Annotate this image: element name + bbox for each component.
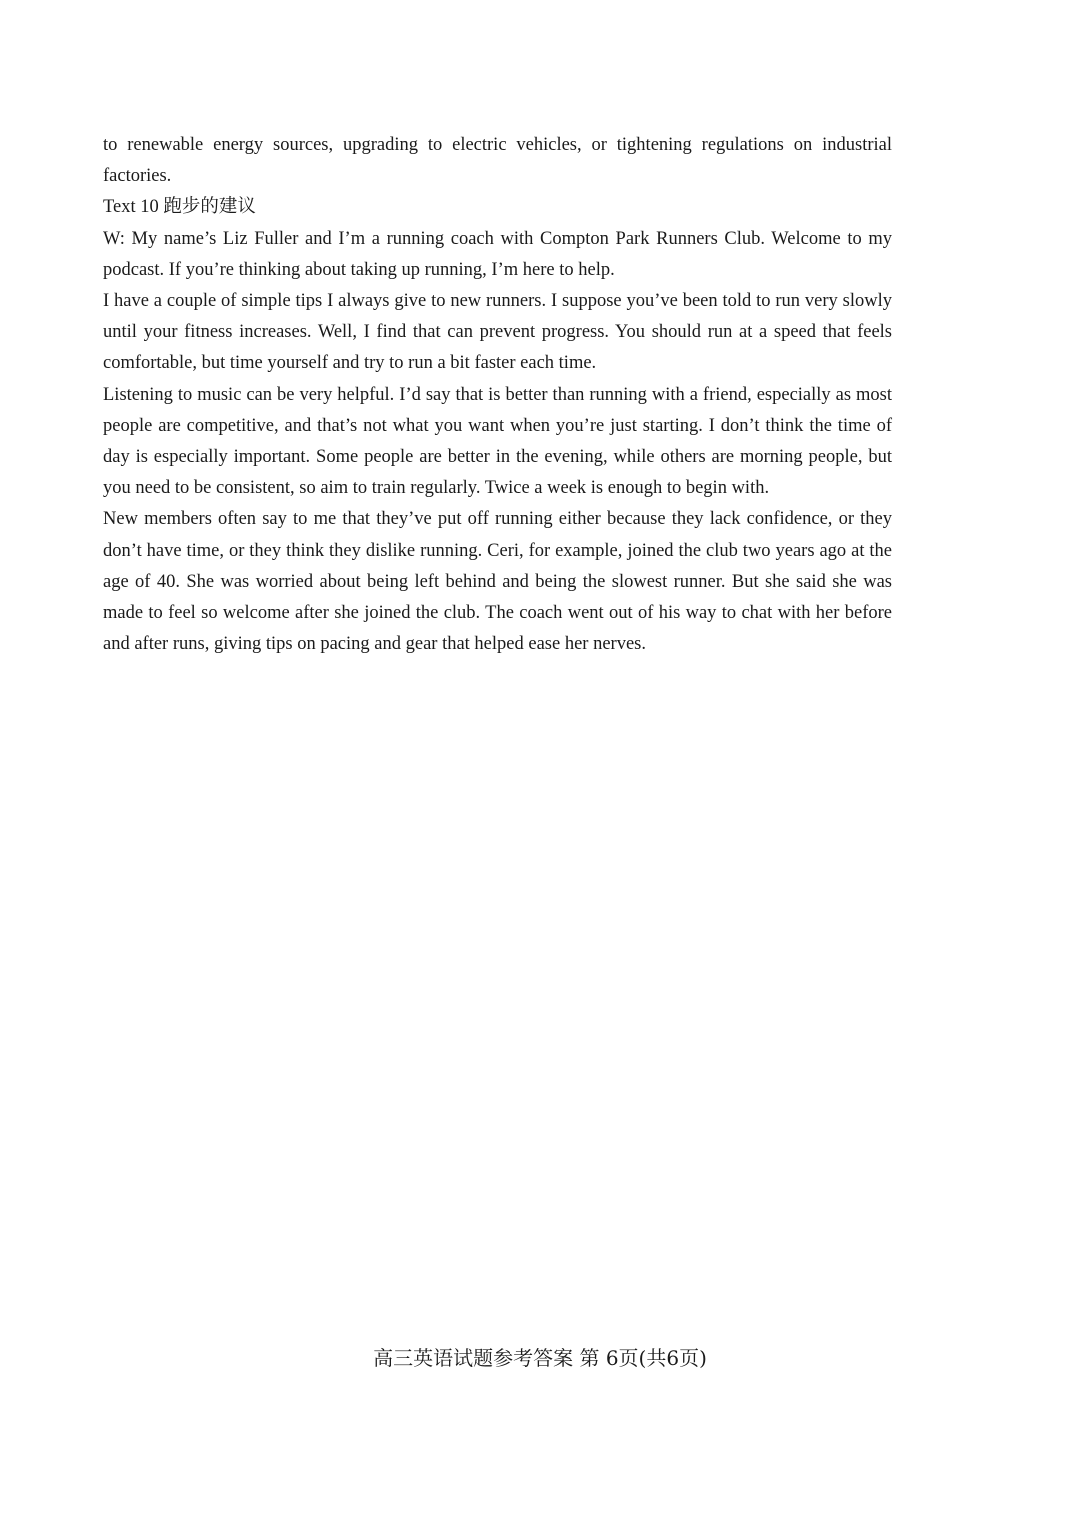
section-heading-text-10: Text 10 跑步的建议 <box>103 197 256 218</box>
paragraph-intro: W: My name’s Liz Fuller and I’m a running coach with Compton Park Runners Club. Welcome to my podcast. If you’re thinking about taking up running, I’m here to help. <box>103 228 892 280</box>
paragraph-continuation: to renewable energy sources, upgrading to electric vehicles, or tightening regulations on industrial factories. <box>103 135 892 187</box>
paragraph-new-members: New members often say to me that they’ve put off running either because they lack confidence, or they don’t have time, or they think they dislike running. Ceri, for example, joined the club two years ago at the age of 40. She was worried about being left behind and being the slowest runner. But she said she was made to feel so welcome after she joined the club. The coach went out of his way to chat with her before and after runs, giving tips on pacing and gear that helped ease her nerves. <box>103 509 892 655</box>
page-footer: 高三英语试题参考答案 第 6页(共6页) <box>373 1346 707 1370</box>
document-body <box>103 130 892 660</box>
paragraph-music: Listening to music can be very helpful. I’d say that is better than running with a friend, especially as most people are competitive, and that’s not what you want when you’re just starting. I don’t think the time of day is especially important. Some people are better in the evening, while others are morning people, but you need to be consistent, so aim to train regularly. Twice a week is enough to begin with. <box>103 384 892 499</box>
paragraph-tips: I have a couple of simple tips I always give to new runners. I suppose you’ve been told to run very slowly until your fitness increases. Well, I find that can prevent progress. You should run at a speed that feels comfortable, but time yourself and try to run a bit faster each time. <box>103 291 892 374</box>
